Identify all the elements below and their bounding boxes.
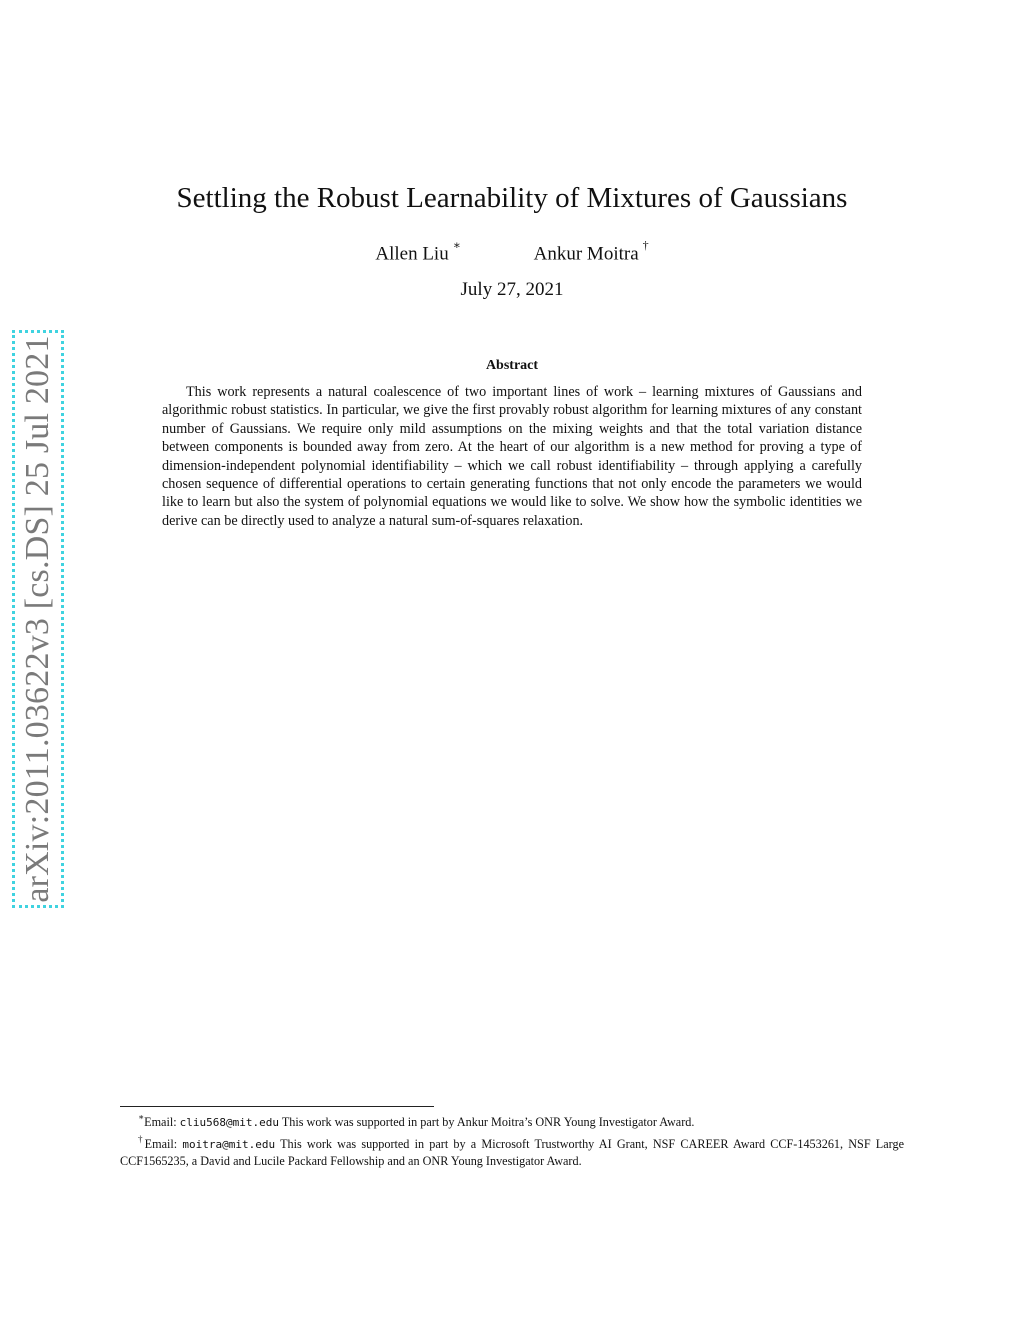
footnote-email: moitra@mit.edu	[182, 1137, 276, 1151]
footnote-mark: ∗	[138, 1112, 145, 1122]
author-name: Allen Liu	[375, 243, 449, 265]
author-2	[534, 236, 649, 266]
arxiv-sidebar-stamp	[12, 330, 64, 908]
footnote-label: Email:	[144, 1115, 177, 1130]
author-list	[0, 236, 1024, 266]
footnote-label: Email:	[144, 1136, 178, 1151]
footnotes	[120, 1110, 904, 1170]
author-1	[375, 236, 461, 266]
arxiv-identifier: arXiv:2011.03622v3 [cs.DS] 25 Jul 2021	[19, 335, 56, 903]
author-footnote-mark: ∗	[452, 238, 461, 252]
author-footnote-mark: †	[642, 238, 649, 252]
footnote-mark: †	[138, 1133, 145, 1144]
paper-title: Settling the Robust Learnability of Mixtures of Gaussians	[176, 182, 848, 214]
footnote-2	[120, 1132, 904, 1170]
paper-date: July 27, 2021	[460, 279, 564, 300]
footnote-1	[120, 1110, 904, 1132]
footnote-text: This work was supported in part by a Microsoft Trustworthy AI Grant, NSF CAREER Award CCF-1453261, NSF Large CCF1565235, a David and Lucile Packard Fellowship and an ONR Young Investigator Award.	[120, 1136, 905, 1169]
footnote-divider	[120, 1106, 434, 1107]
footnote-text: This work was supported in part by Ankur Moitra’s ONR Young Investigator Award.	[281, 1115, 695, 1130]
abstract-text: This work represents a natural coalescence of two important lines of work – learning mixtures of Gaussians and algorithmic robust statistics. In particular, we give the first provably robust algorithm for learning mixtures of any constant number of Gaussians. We require only mild assumptions on the mixing weights and that the total variation distance between components is bounded away from zero. At the heart of our algorithm is a new method for proving a type of dimension-independent polynomial identifiability – which we call robust identifiability – through applying a carefully chosen sequence of differential operations to certain generating functions that not only encode the parameters we would like to learn but also the system of polynomial equations we would like to solve. We show how the symbolic identities we derive can be directly used to analyze a natural sum-of-squares relaxation.	[162, 384, 862, 529]
abstract-heading: Abstract	[485, 358, 539, 373]
author-name: Ankur Moitra	[533, 243, 639, 265]
footnote-email: cliu568@mit.edu	[179, 1116, 280, 1130]
